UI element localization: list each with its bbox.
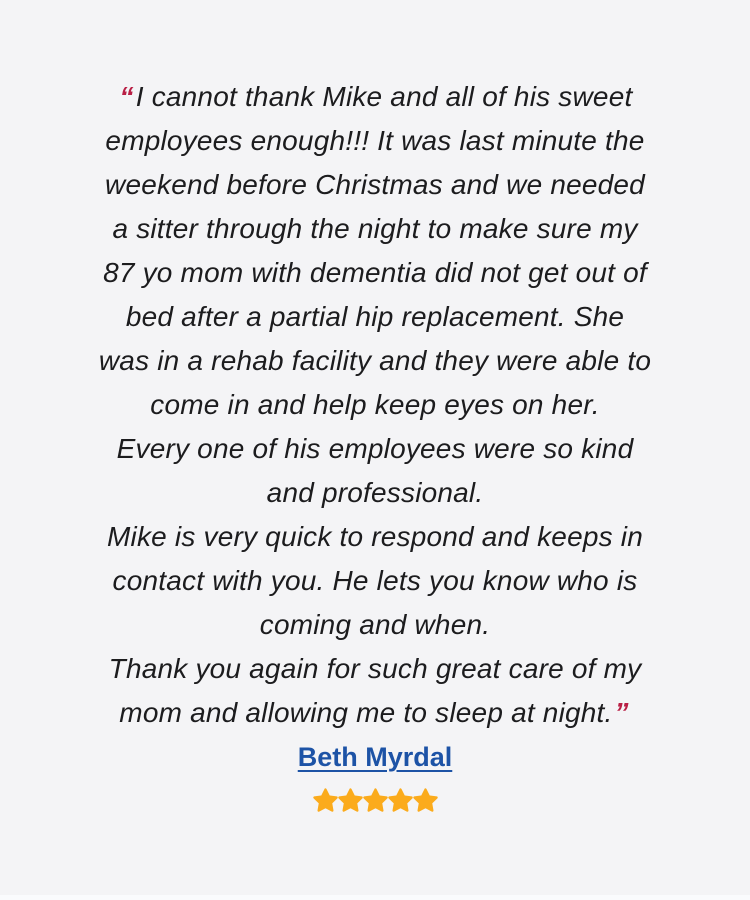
close-quote-mark: ”: [614, 697, 629, 728]
star-icon: [337, 787, 364, 814]
quote-line: weekend before Christmas and we needed: [105, 169, 645, 200]
star-icon: [387, 787, 414, 814]
quote-line-text: mom and allowing me to sleep at night.: [119, 697, 613, 728]
quote-line: a sitter through the night to make sure my: [112, 213, 638, 244]
quote-line: [55, 691, 695, 735]
quote-line: come in and help keep eyes on her.: [150, 389, 600, 420]
open-quote-mark: “: [119, 81, 134, 112]
star-rating: [55, 786, 695, 814]
author-row: [55, 740, 695, 779]
section-divider: [0, 895, 750, 900]
quote-line: [55, 75, 695, 119]
star-icon: [412, 787, 439, 814]
quote-line: Every one of his employees were so kind: [116, 433, 634, 464]
quote-line: Thank you again for such great care of my: [108, 653, 642, 684]
quote-line: and professional.: [266, 477, 484, 508]
author-link[interactable]: Beth Myrdal: [297, 742, 453, 772]
quote-line: Mike is very quick to respond and keeps in: [107, 521, 643, 552]
quote-line-text: I cannot thank Mike and all of his sweet: [135, 81, 633, 112]
testimonial-quote: [55, 0, 695, 814]
quote-line: 87 yo mom with dementia did not get out of: [103, 257, 647, 288]
star-icon: [362, 787, 389, 814]
quote-line: employees enough!!! It was last minute the: [105, 125, 645, 156]
star-icon: [312, 787, 339, 814]
quote-line: was in a rehab facility and they were able to: [98, 345, 652, 376]
quote-line: bed after a partial hip replacement. She: [125, 301, 625, 332]
quote-line: contact with you. He lets you know who is: [112, 565, 638, 596]
quote-line: coming and when.: [259, 609, 491, 640]
